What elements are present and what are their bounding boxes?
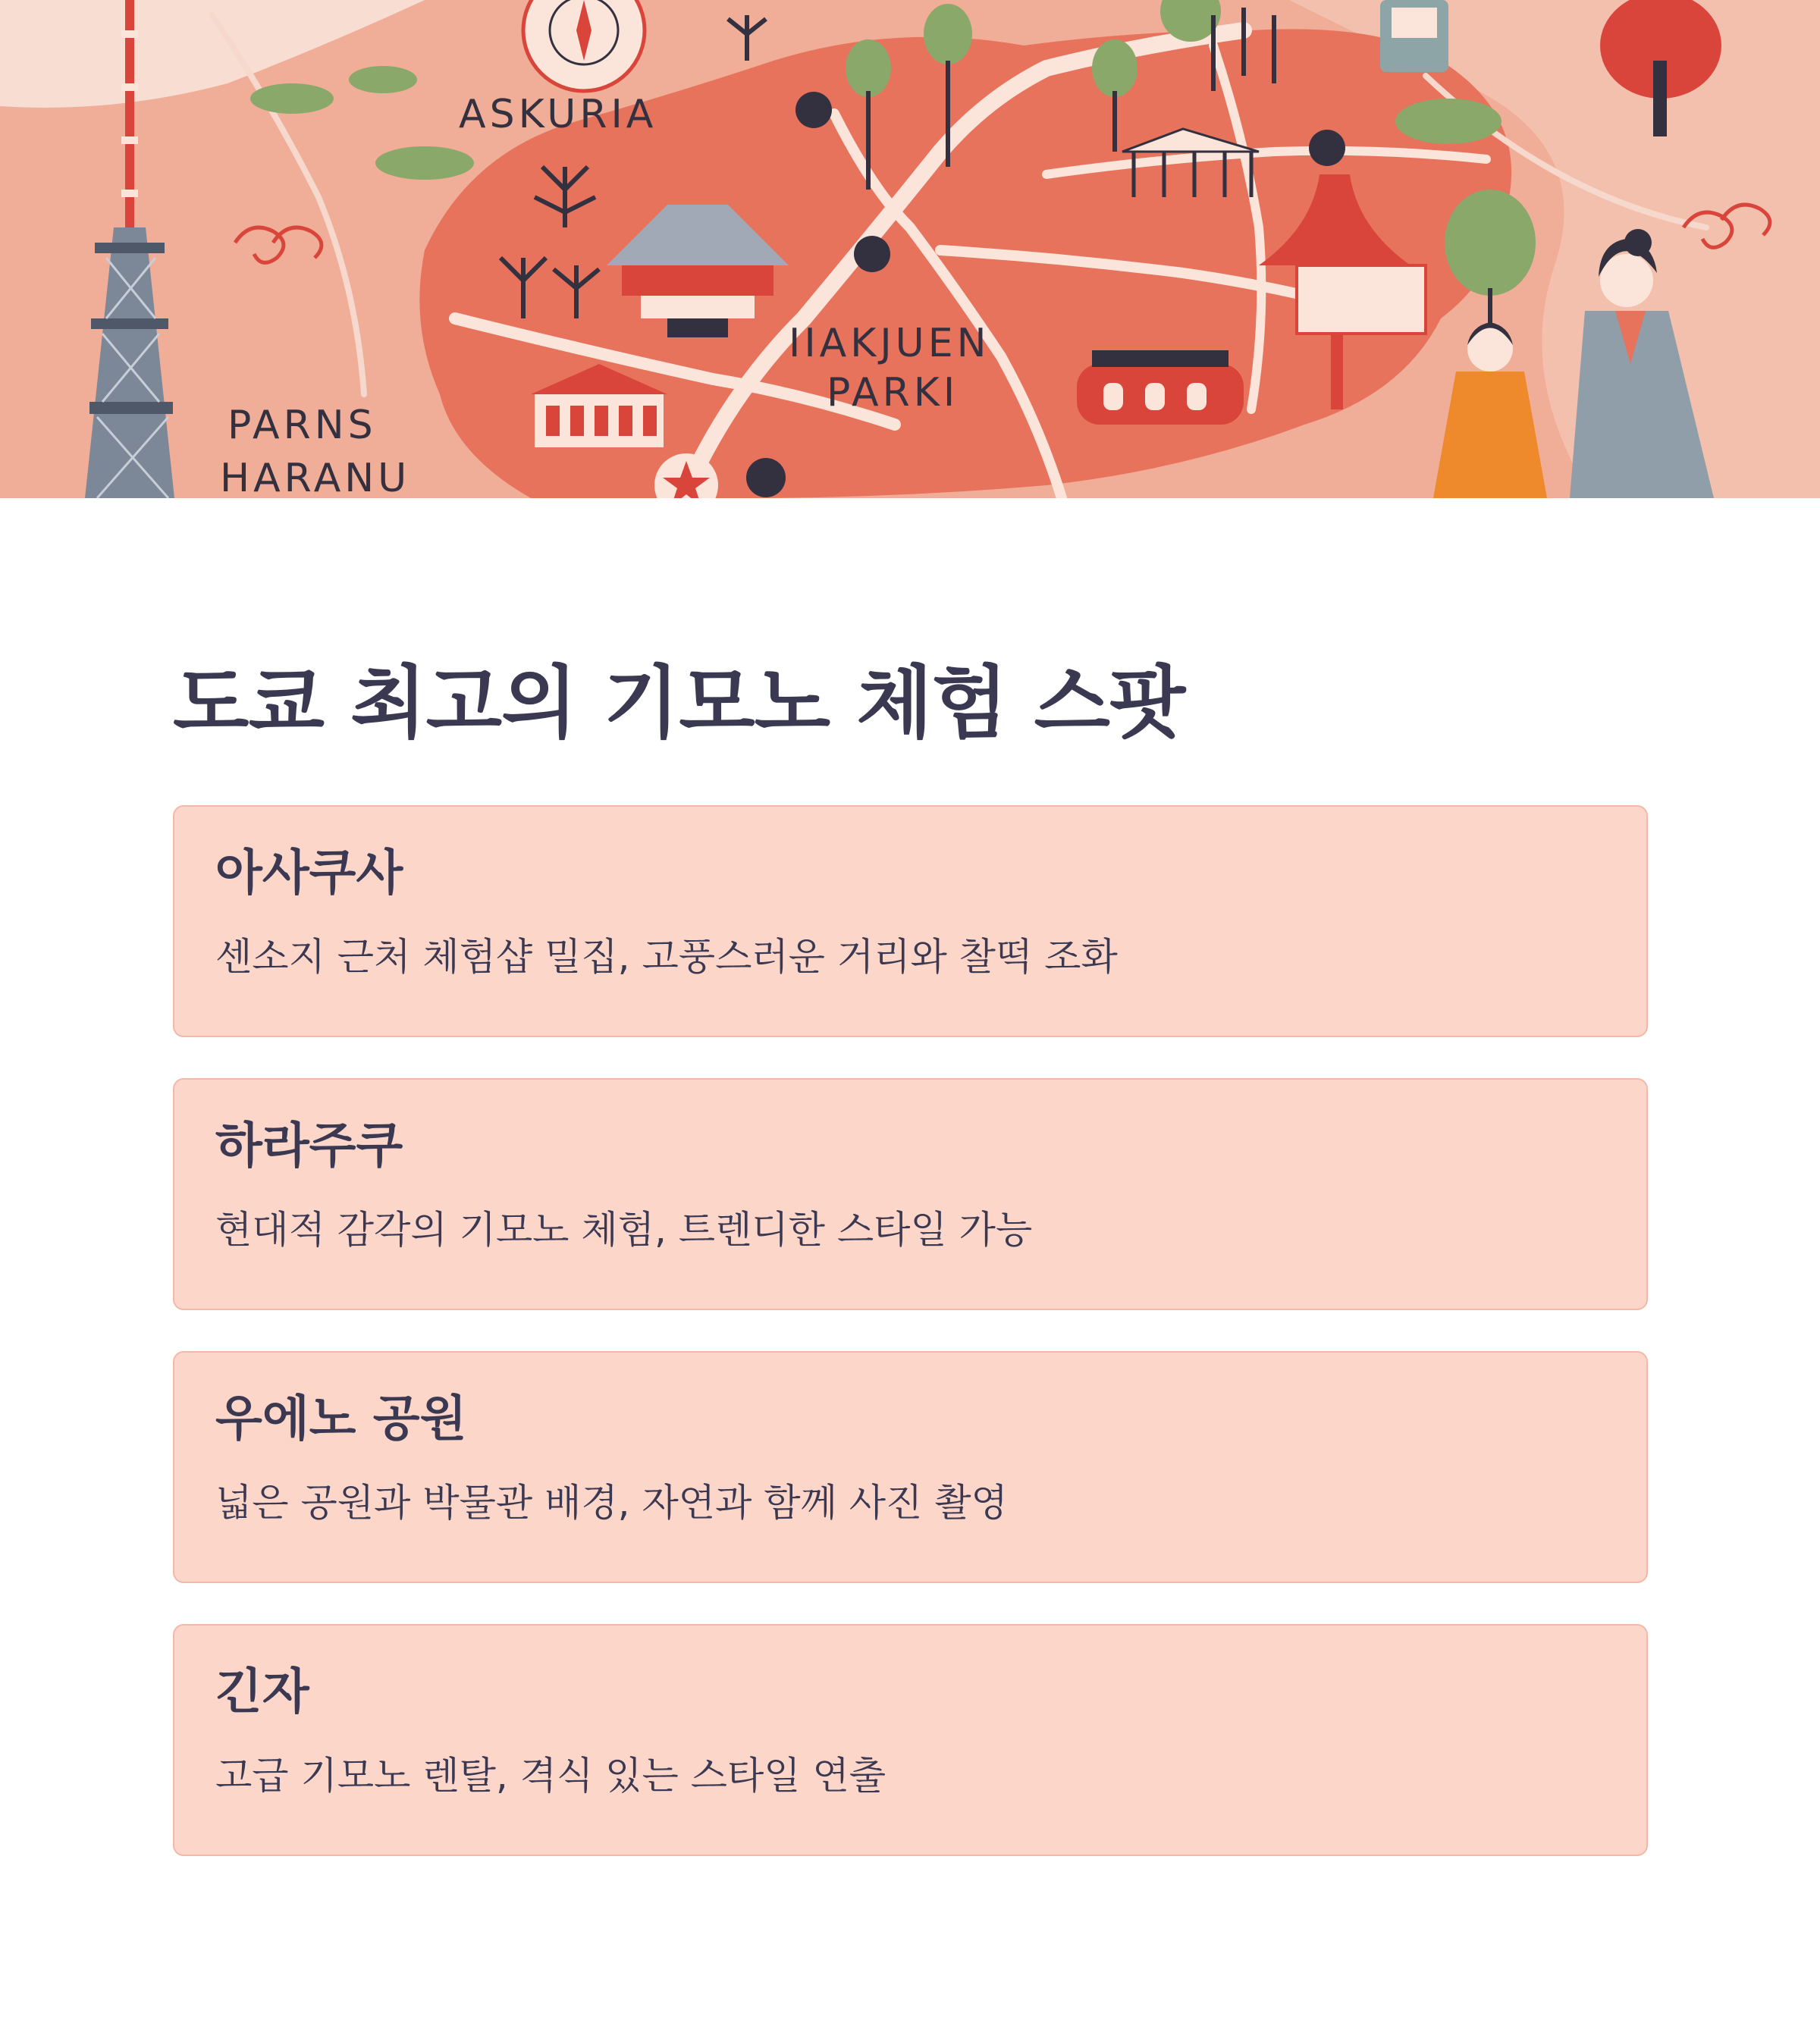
spot-description: 넓은 공원과 박물관 배경, 자연과 함께 사진 촬영	[215, 1480, 1008, 1525]
page-title: 도쿄 최고의 기모노 체험 스팟	[173, 657, 1185, 749]
spot-name: 하라주쿠	[215, 1118, 403, 1175]
map-label-park-line1: IIAKJUEN	[789, 321, 990, 366]
spot-name: 우에노 공원	[215, 1391, 467, 1448]
map-label-askuria: ASKURIA	[459, 92, 657, 137]
spot-card-harajuku	[173, 1078, 1648, 1310]
spot-description: 센소지 근처 체험샵 밀집, 고풍스러운 거리와 찰떡 조화	[215, 934, 1118, 979]
spot-name: 아사쿠사	[215, 845, 403, 902]
map-label-parns-line1: PARNS	[228, 403, 377, 448]
spot-description: 고급 기모노 렌탈, 격식 있는 스타일 연출	[215, 1753, 886, 1798]
map-label-parns-line2: HARANU	[220, 456, 411, 498]
spot-description: 현대적 감각의 기모노 체험, 트렌디한 스타일 가능	[215, 1207, 1033, 1252]
spot-card-ginza	[173, 1624, 1648, 1856]
main-content	[173, 657, 1648, 1897]
spot-name: 긴자	[215, 1664, 309, 1721]
hero-map-illustration	[0, 0, 1820, 498]
spot-card-ueno-park	[173, 1351, 1648, 1583]
spot-card-asakusa	[173, 805, 1648, 1037]
map-label-park-line2: PARKI	[827, 370, 959, 415]
